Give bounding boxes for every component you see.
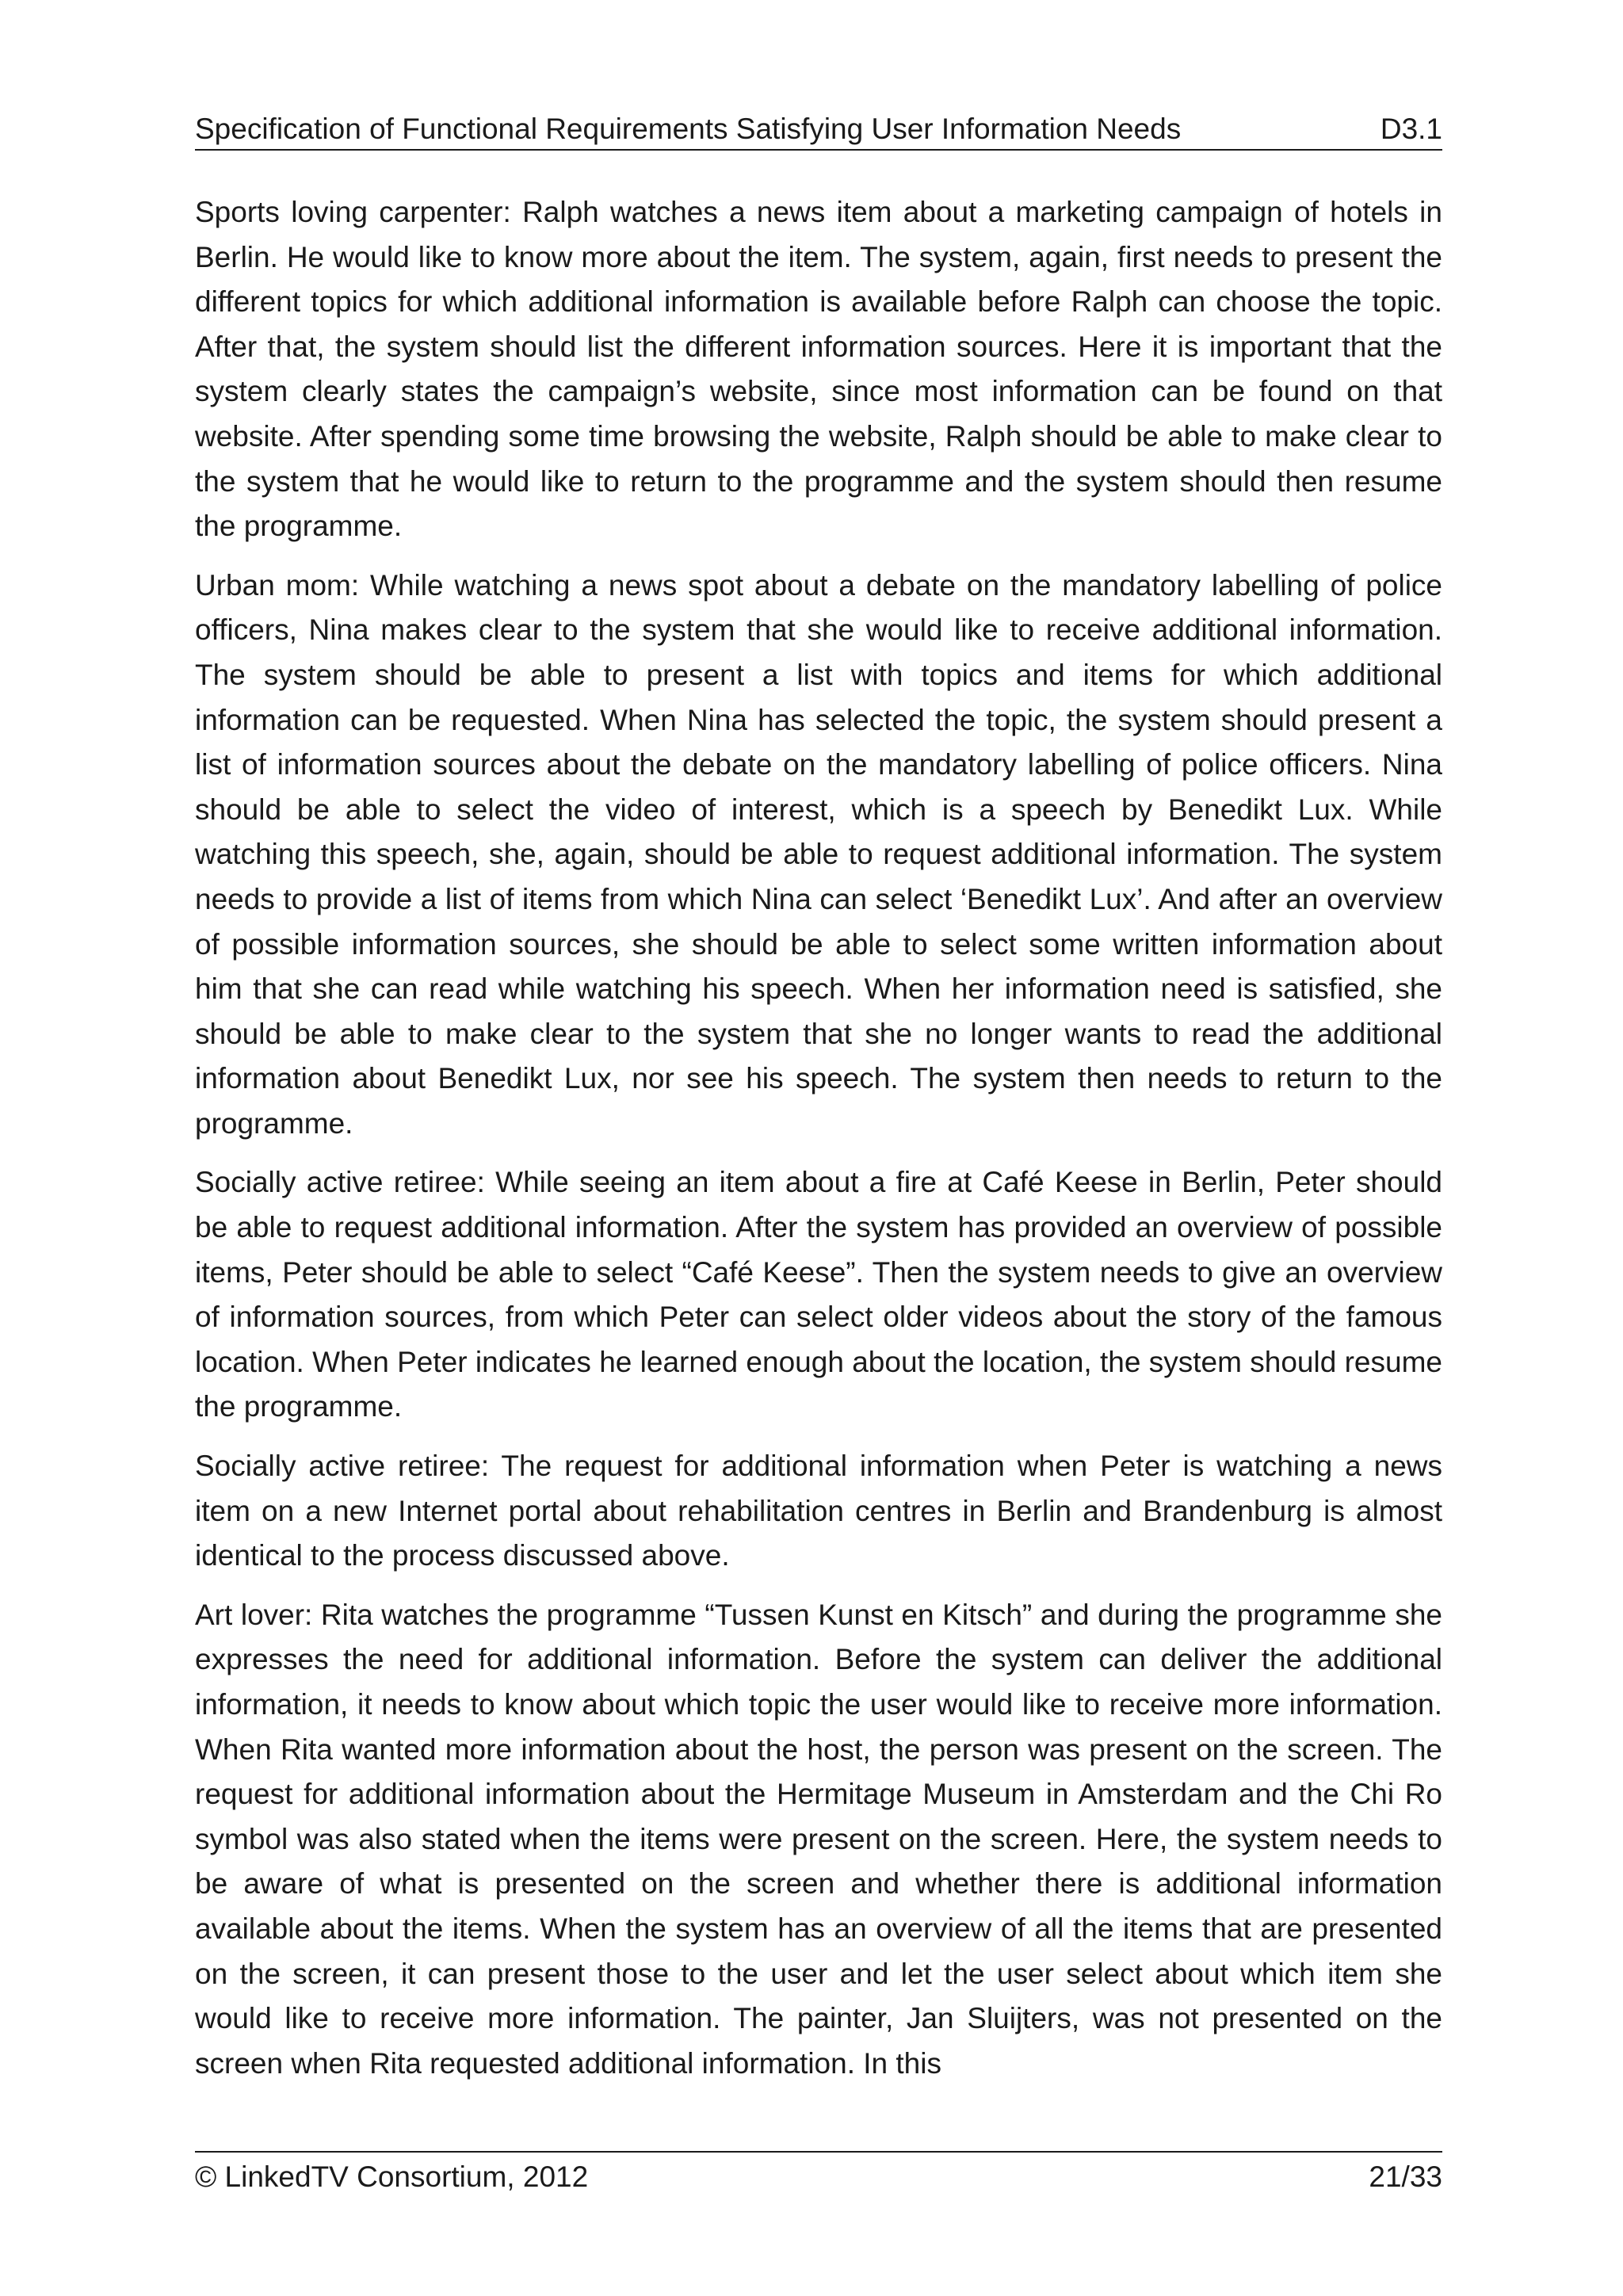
copyright-notice: © LinkedTV Consortium, 2012 <box>195 2160 589 2193</box>
body-text <box>195 190 1442 2100</box>
paragraph-socially-active-retiree-portal: Socially active retiree: The request for additional information when Peter is watching a news item on a new Internet portal about rehabilitation centres in Berlin and Brandenburg is almost identical to the process discussed above. <box>195 1450 1442 1572</box>
paragraph-urban-mom: Urban mom: While watching a news spot about a debate on the mandatory labelling of police officers, Nina makes clear to the system that she would like to receive additional information. The system should be able to present a list with topics and items for which additional information can be requested. When Nina has selected the topic, the system should present a list of information sources about the debate on the mandatory labelling of police officers. Nina should be able to select the video of interest, which is a speech by Benedikt Lux. While watching this speech, she, again, should be able to request additional information. The system needs to provide a list of items from which Nina can select ‘Benedikt Lux’. And after an overview of possible information sources, she should be able to select some written information about him that she can read while watching his speech. When her information need is satisfied, she should be able to make clear to the system that she no longer wants to read the additional information about Benedikt Lux, nor see his speech. The system then needs to return to the programme. <box>195 568 1442 1140</box>
page-number: 21/33 <box>1369 2160 1442 2193</box>
document-title: Specification of Functional Requirements Satisfying User Information Needs <box>195 113 1182 145</box>
page-header <box>195 111 1442 151</box>
paragraph-art-lover: Art lover: Rita watches the programme “Tussen Kunst en Kitsch” and during the programme she expresses the need for additional information. Before the system can deliver the additional information, it needs to know about which topic the user would like to receive more information. When Rita wanted more information about the host, the person was present on the screen. The request for additional information about the Hermitage Museum in Amsterdam and the Chi Ro symbol was also stated when the items were present on the screen. Here, the system needs to be aware of what is presented on the screen and whether there is additional information available about the items. When the system has an overview of all the items that are presented on the screen, it can present those to the user and let the user select about which item she would like to receive more information. The painter, Jan Sluijters, was not presented on the screen when Rita requested additional information. In this <box>195 1598 1442 2080</box>
paragraph-socially-active-retiree-fire: Socially active retiree: While seeing an item about a fire at Café Keese in Berlin, Peter should be able to request additional information. After the system has provided an overview of possible items, Peter should be able to select “Café Keese”. Then the system needs to give an overview of information sources, from which Peter can select older videos about the story of the famous location. When Peter indicates he learned enough about the location, the system should resume the programme. <box>195 1166 1442 1423</box>
page-footer <box>195 2151 1442 2195</box>
paragraph-sports-loving-carpenter: Sports loving carpenter: Ralph watches a news item about a marketing campaign of hotels in Berlin. He would like to know more about the item. The system, again, first needs to present the different topics for which additional information is available before Ralph can choose the topic. After that, the system should list the different information sources. Here it is important that the system clearly states the campaign’s website, since most information can be found on that website. After spending some time browsing the website, Ralph should be able to make clear to the system that he would like to return to the programme and the system should then resume the programme. <box>195 196 1442 543</box>
document-id: D3.1 <box>1380 113 1442 145</box>
